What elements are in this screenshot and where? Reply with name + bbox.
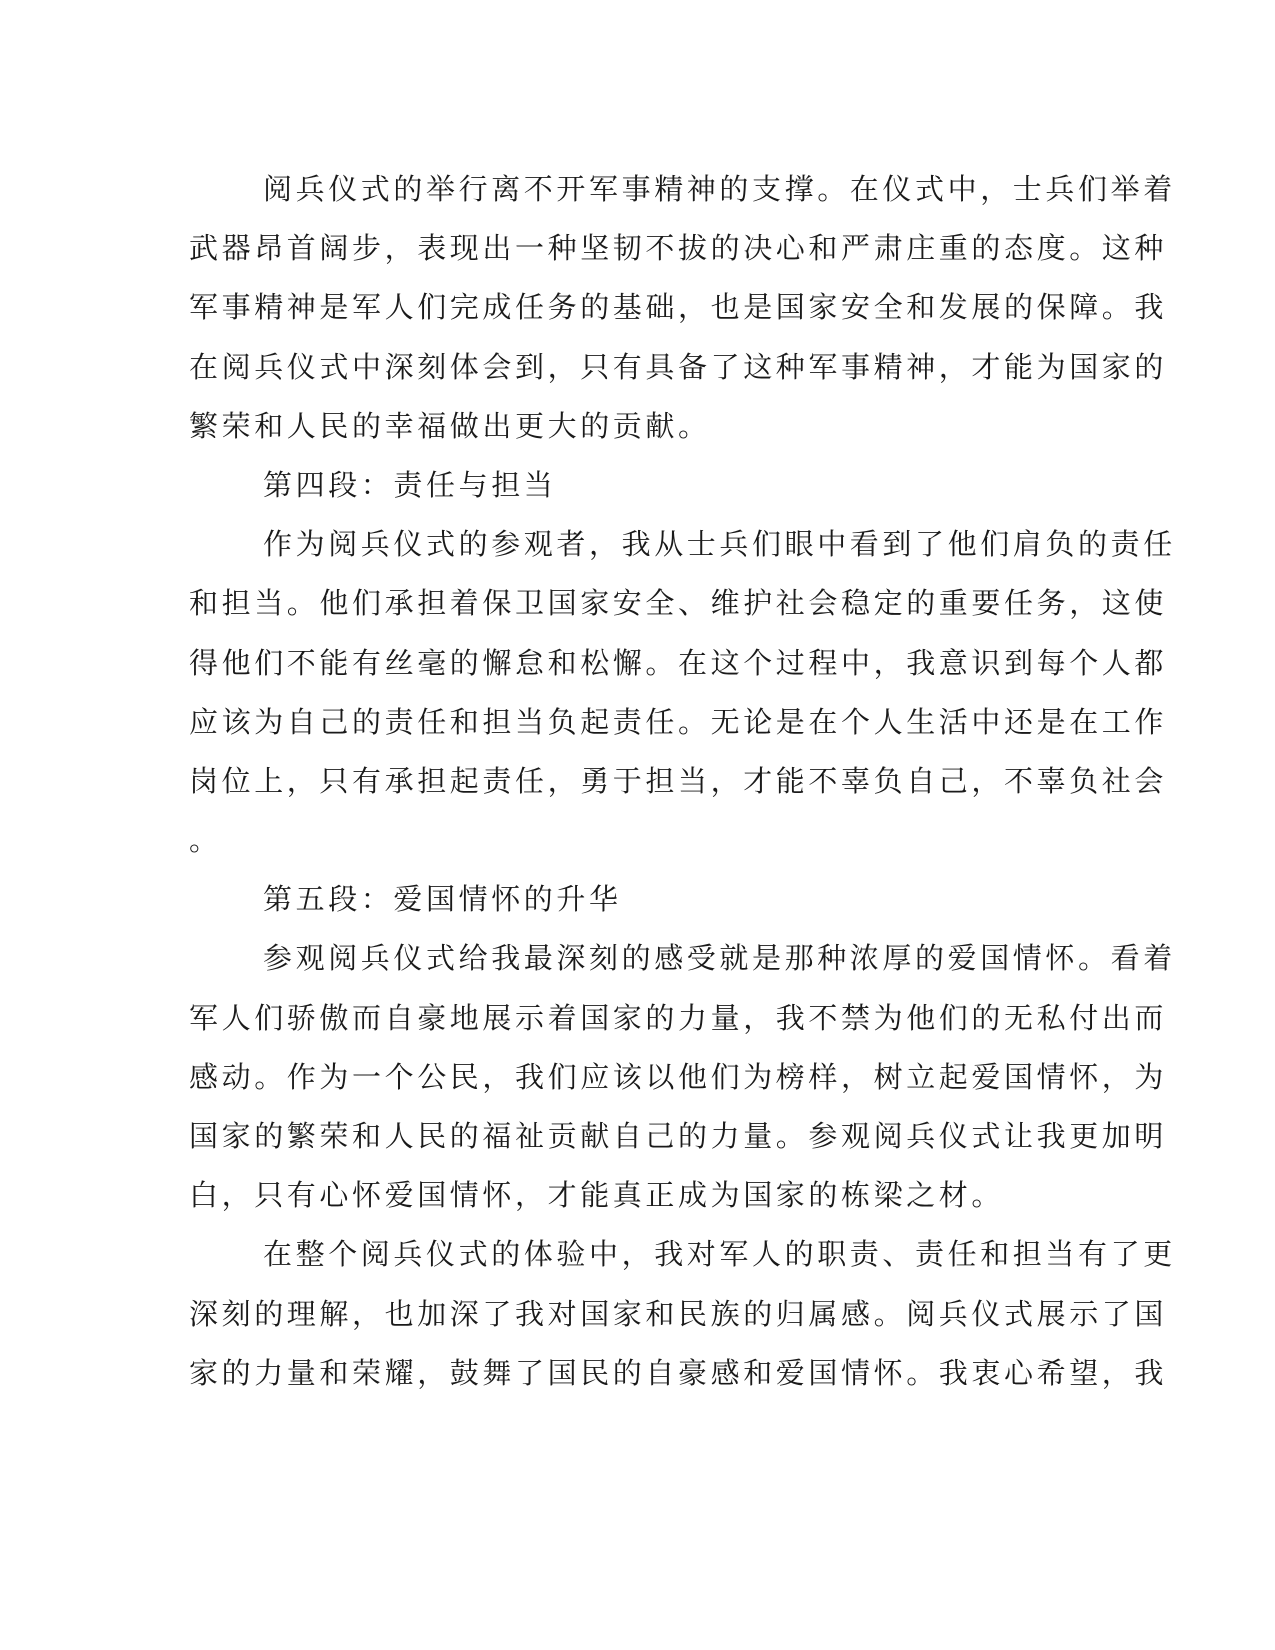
- text-line: 军事精神是军人们完成任务的基础，也是国家安全和发展的保障。我: [189, 290, 1168, 325]
- text-line: 感动。作为一个公民，我们应该以他们为榜样，树立起爱国情怀，为: [189, 1059, 1168, 1094]
- text-line: 应该为自己的责任和担当负起责任。无论是在个人生活中还是在工作: [189, 704, 1168, 739]
- text-line: 军人们骄傲而自豪地展示着国家的力量，我不禁为他们的无私付出而: [189, 1000, 1168, 1035]
- text-line: 白，只有心怀爱国情怀，才能真正成为国家的栋梁之材。: [189, 1178, 1005, 1213]
- text-line: 繁荣和人民的幸福做出更大的贡献。: [189, 408, 711, 443]
- text-line: 岗位上，只有承担起责任，勇于担当，才能不辜负自己，不辜负社会: [189, 763, 1168, 798]
- section-heading: 第四段：责任与担当: [263, 467, 557, 502]
- text-line: 在整个阅兵仪式的体验中，我对军人的职责、责任和担当有了更: [263, 1237, 1176, 1272]
- text-line: 在阅兵仪式中深刻体会到，只有具备了这种军事精神，才能为国家的: [189, 349, 1168, 384]
- text-line: 国家的繁荣和人民的福祉贡献自己的力量。参观阅兵仪式让我更加明: [189, 1119, 1168, 1153]
- section-heading: 第五段：爱国情怀的升华: [263, 882, 622, 917]
- document-body: [189, 160, 1176, 1403]
- text-line: 得他们不能有丝毫的懈怠和松懈。在这个过程中，我意识到每个人都: [189, 645, 1168, 680]
- text-line: 家的力量和荣耀，鼓舞了国民的自豪感和爱国情怀。我衷心希望，我: [189, 1355, 1168, 1390]
- text-line: 。: [189, 823, 222, 858]
- text-line: 参观阅兵仪式给我最深刻的感受就是那种浓厚的爱国情怀。看着: [263, 941, 1176, 976]
- text-line: 武器昂首阔步，表现出一种坚韧不拔的决心和严肃庄重的态度。这种: [189, 231, 1168, 266]
- text-line: 和担当。他们承担着保卫国家安全、维护社会稳定的重要任务，这使: [189, 586, 1168, 621]
- text-line: 深刻的理解，也加深了我对国家和民族的归属感。阅兵仪式展示了国: [189, 1296, 1168, 1331]
- text-line: 作为阅兵仪式的参观者，我从士兵们眼中看到了他们肩负的责任: [263, 527, 1176, 562]
- text-line: 阅兵仪式的举行离不开军事精神的支撑。在仪式中，士兵们举着: [263, 172, 1176, 206]
